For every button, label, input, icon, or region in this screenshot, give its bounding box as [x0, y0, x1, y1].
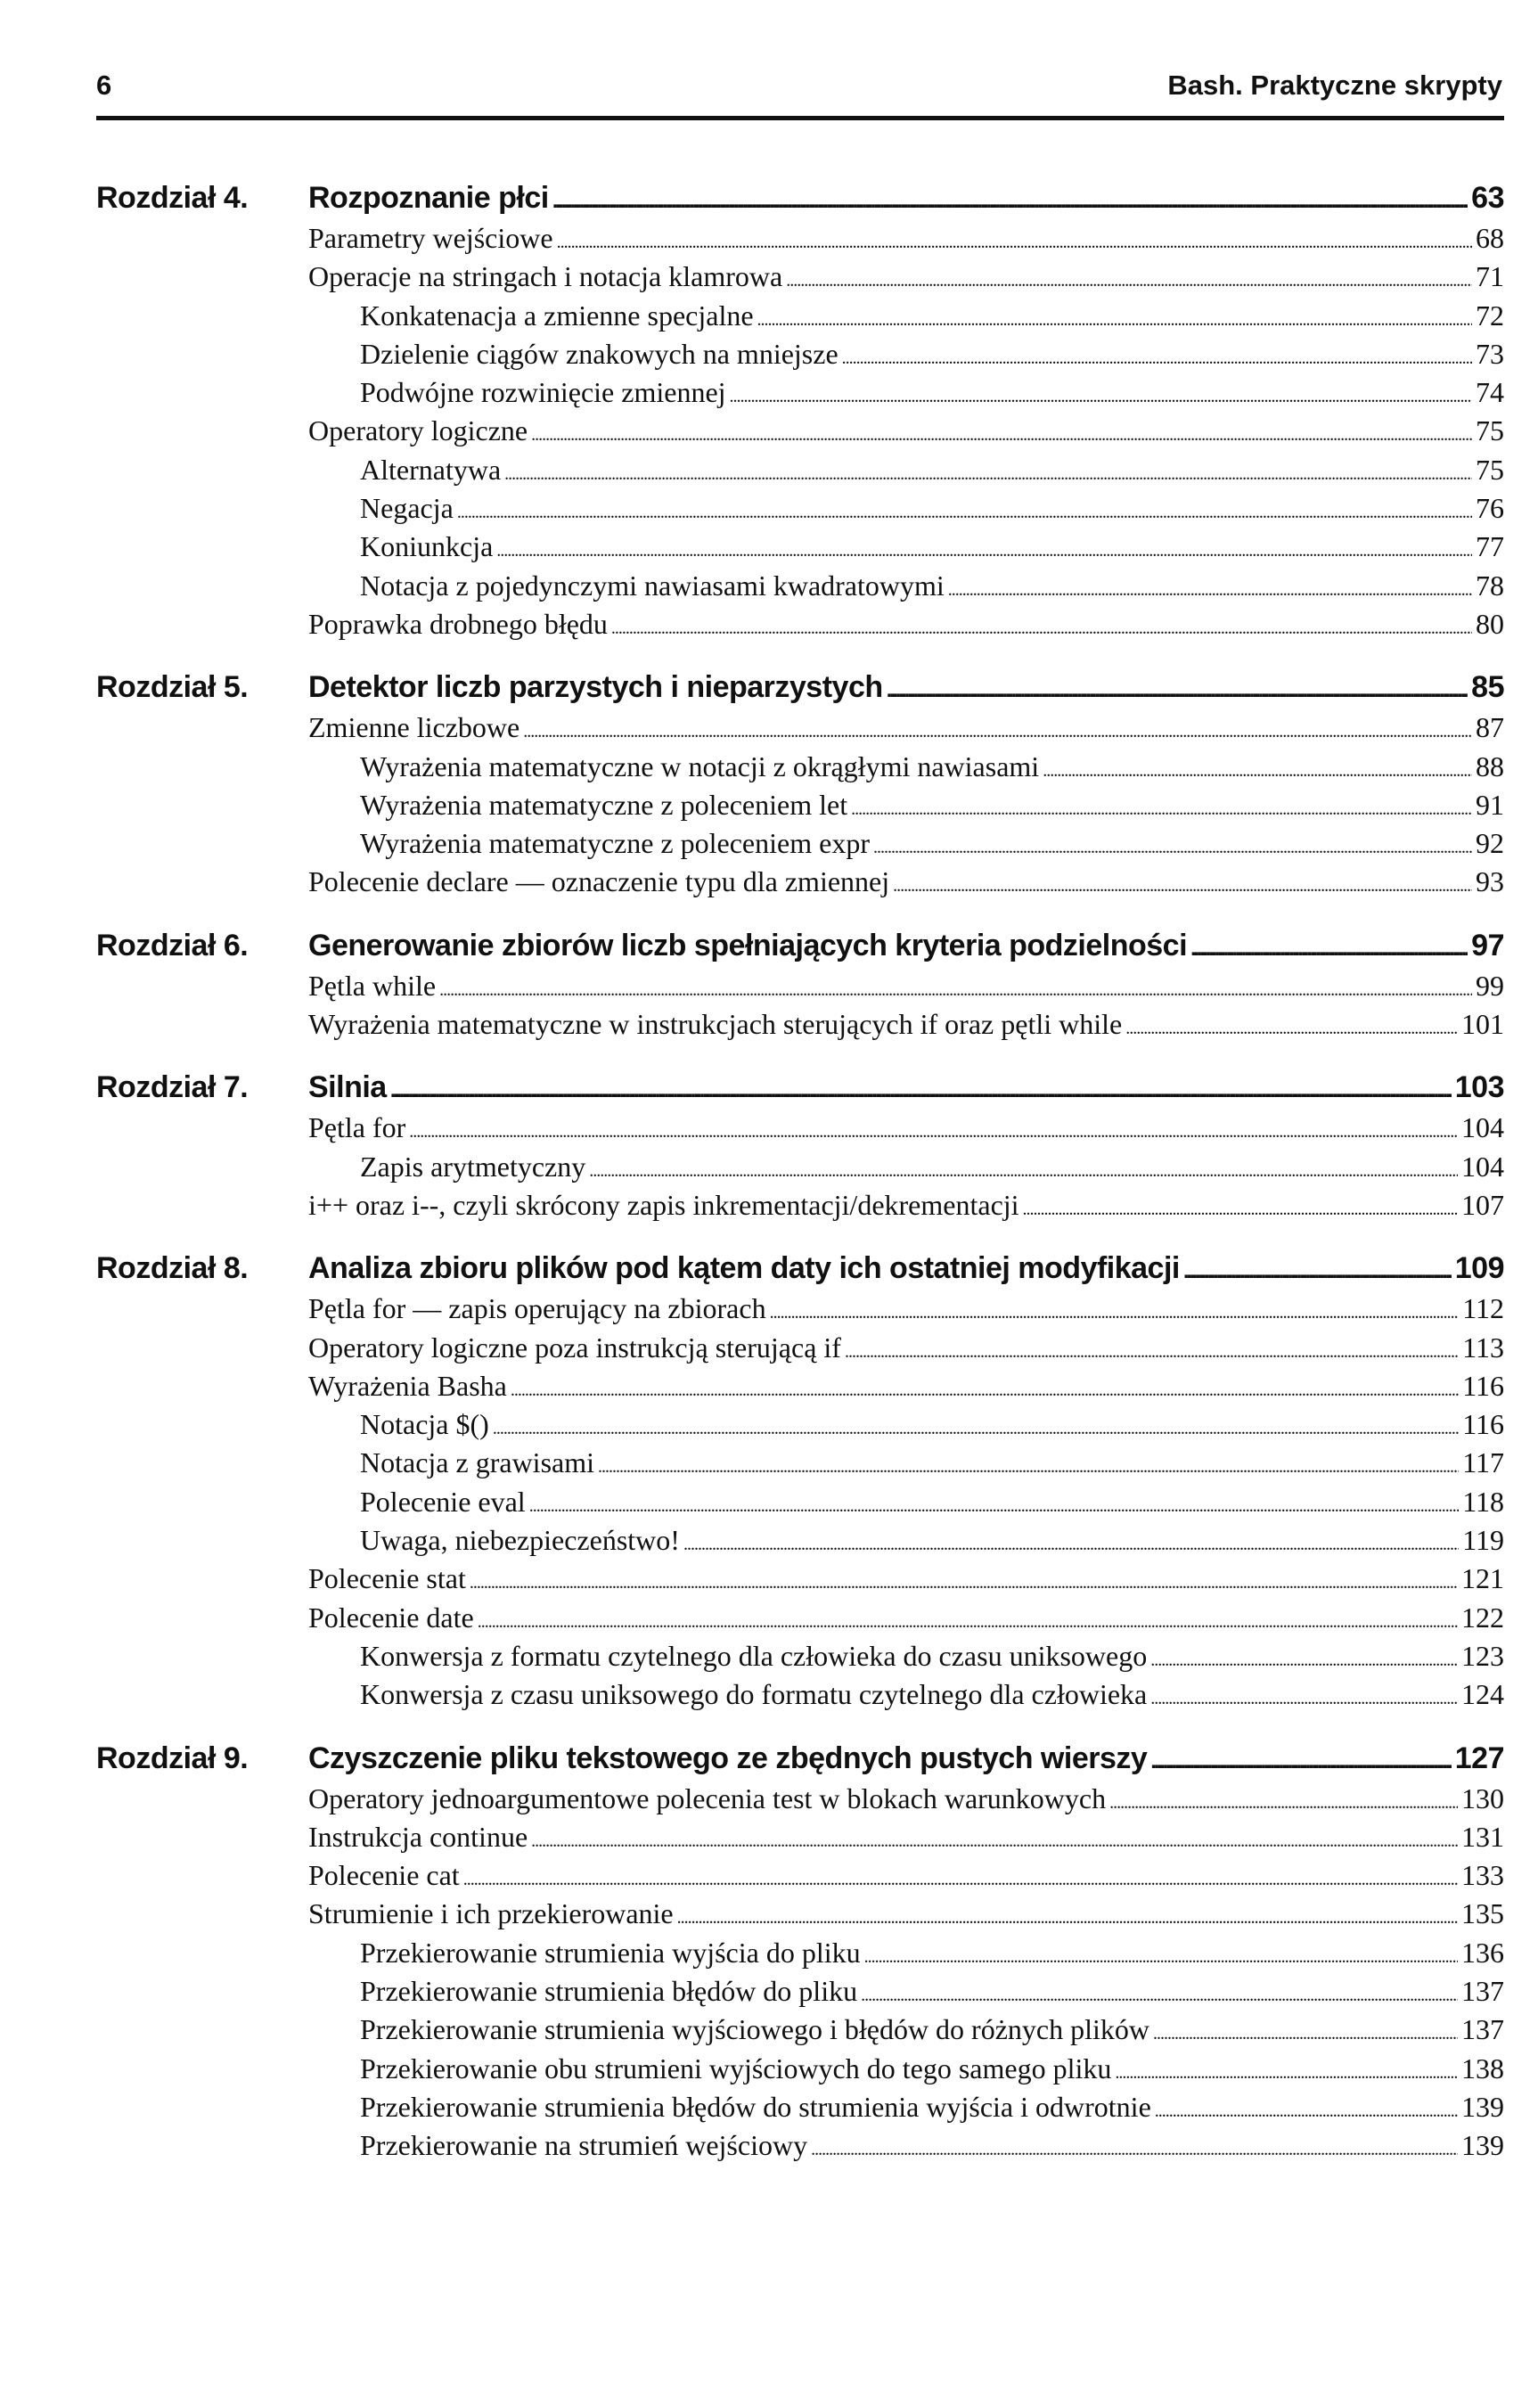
chapter-title: Generowanie zbiorów liczb spełniających kryteria podzielności	[308, 928, 1188, 962]
toc-entry[interactable]	[96, 1640, 1504, 1678]
entry-title: Negacja	[360, 492, 454, 525]
toc-entry[interactable]	[96, 376, 1504, 414]
toc-entry[interactable]	[96, 299, 1504, 338]
dot-leader	[531, 425, 1472, 446]
chapter-heading[interactable]	[96, 670, 1504, 711]
entry-title: Wyrażenia Basha	[308, 1369, 507, 1402]
toc-entry[interactable]	[96, 1562, 1504, 1601]
toc-entry[interactable]	[96, 1292, 1504, 1331]
entry-page: 139	[1461, 2090, 1504, 2123]
entry-page: 99	[1476, 969, 1504, 1002]
chapter-page: 97	[1471, 928, 1504, 962]
dot-leader	[851, 799, 1472, 820]
toc-entry[interactable]	[96, 750, 1504, 789]
chapter-heading[interactable]	[96, 181, 1504, 222]
toc-entry[interactable]	[96, 1975, 1504, 2013]
toc-entry[interactable]	[96, 1821, 1504, 1859]
entry-page: 137	[1461, 2013, 1504, 2046]
entry-title: Podwójne rozwinięcie zmiennej	[360, 376, 726, 409]
chapter-title: Czyszczenie pliku tekstowego ze zbędnych pustych wierszy	[308, 1740, 1148, 1775]
chapter-title: Analiza zbioru plików pod kątem daty ich ostatniej modyfikacji	[308, 1251, 1180, 1286]
entry-page: 68	[1476, 222, 1504, 254]
chapter-label: Rozdział 7.	[96, 1070, 249, 1105]
entry-title: Instrukcja continue	[308, 1820, 528, 1853]
entry-page: 78	[1476, 569, 1504, 602]
chapter-title: Silnia	[308, 1070, 387, 1105]
entry-title: Wyrażenia matematyczne z poleceniem expr	[360, 827, 870, 860]
entry-page: 131	[1461, 1820, 1504, 1853]
entry-page: 87	[1476, 711, 1504, 744]
entry-title: Wyrażenia matematyczne w notacji z okrągłymi nawiasami	[360, 749, 1040, 782]
entry-title: Polecenie stat	[308, 1562, 466, 1595]
entry-page: 75	[1476, 414, 1504, 447]
dot-leader	[1023, 1200, 1458, 1220]
toc-entry[interactable]	[96, 711, 1504, 749]
dot-leader	[873, 838, 1472, 858]
toc-entry[interactable]	[96, 789, 1504, 827]
dot-leader	[589, 1161, 1458, 1182]
entry-title: Przekierowanie na strumień wejściowy	[360, 2129, 808, 2162]
entry-page: 71	[1476, 260, 1504, 293]
chapter-title: Detektor liczb parzystych i nieparzystych	[308, 670, 883, 705]
toc-entry[interactable]	[96, 1370, 1504, 1408]
toc-entry[interactable]	[96, 1151, 1504, 1189]
header-rule	[96, 116, 1504, 120]
entry-title: Zapis arytmetyczny	[360, 1150, 586, 1183]
dot-leader	[1183, 1259, 1452, 1284]
entry-page: 116	[1462, 1408, 1504, 1441]
entry-title: Operatory logiczne	[308, 414, 528, 447]
dot-leader	[1190, 937, 1468, 962]
dot-leader	[730, 387, 1472, 407]
entry-page: 123	[1461, 1639, 1504, 1672]
toc-chapter	[96, 181, 1504, 646]
toc-entry[interactable]	[96, 1937, 1504, 1975]
entry-title: Konwersja z formatu czytelnego dla człowieka do czasu uniksowego	[360, 1639, 1148, 1672]
toc-entry[interactable]	[96, 569, 1504, 608]
entry-title: Dzielenie ciągów znakowych na mniejsze	[360, 337, 839, 370]
toc-entry[interactable]	[96, 260, 1504, 299]
entry-title: i++ oraz i--, czyli skrócony zapis inkrementacji/dekrementacji	[308, 1188, 1019, 1221]
entry-title: Alternatywa	[360, 453, 502, 486]
entry-title: Polecenie eval	[360, 1485, 526, 1518]
chapter-page: 103	[1454, 1070, 1504, 1105]
entry-page: 112	[1462, 1292, 1504, 1325]
dot-leader	[439, 980, 1472, 1001]
dot-leader	[683, 1535, 1459, 1555]
entry-page: 136	[1461, 1936, 1504, 1969]
dot-leader	[842, 348, 1472, 369]
dot-leader	[1125, 1019, 1458, 1039]
dot-leader	[677, 1908, 1458, 1929]
toc-entry[interactable]	[96, 414, 1504, 453]
entry-page: 107	[1461, 1188, 1504, 1221]
entry-title: Przekierowanie strumienia błędów do pliku	[360, 1974, 858, 2007]
dot-leader	[409, 1122, 1458, 1143]
entry-title: Poprawka drobnego błędu	[308, 607, 608, 640]
entry-title: Notacja z grawisami	[360, 1446, 594, 1479]
toc-entry[interactable]	[96, 1486, 1504, 1524]
entry-page: 74	[1476, 376, 1504, 409]
toc-entry[interactable]	[96, 1782, 1504, 1821]
entry-title: Polecenie declare — oznaczenie typu dla zmiennej	[308, 865, 890, 898]
entry-page: 113	[1462, 1331, 1504, 1364]
entry-title: Konwersja z czasu uniksowego do formatu czytelnego dla człowieka	[360, 1678, 1148, 1711]
toc-entry[interactable]	[96, 1331, 1504, 1370]
entry-page: 118	[1462, 1485, 1504, 1518]
dot-leader	[470, 1573, 1458, 1593]
dot-leader	[1150, 1689, 1458, 1709]
chapter-label: Rozdział 4.	[96, 181, 249, 215]
dot-leader	[493, 1419, 1459, 1439]
entry-page: 133	[1461, 1859, 1504, 1892]
chapter-page: 109	[1454, 1251, 1504, 1286]
entry-page: 73	[1476, 337, 1504, 370]
dot-leader	[1109, 1793, 1458, 1814]
toc-chapter	[96, 1741, 1504, 2168]
toc-entry[interactable]	[96, 1189, 1504, 1227]
chapter-label: Rozdział 6.	[96, 928, 249, 962]
dot-leader	[1043, 761, 1472, 782]
toc-entry[interactable]	[96, 970, 1504, 1008]
toc-entry[interactable]	[96, 2013, 1504, 2052]
entry-page: 93	[1476, 865, 1504, 898]
chapter-heading[interactable]	[96, 929, 1504, 970]
entry-page: 124	[1461, 1678, 1504, 1711]
entry-page: 76	[1476, 492, 1504, 525]
entry-title: Wyrażenia matematyczne z poleceniem let	[360, 788, 848, 821]
entry-title: Przekierowanie strumienia wyjściowego i błędów do różnych plików	[360, 2013, 1149, 2046]
dot-leader	[552, 189, 1468, 214]
dot-leader	[523, 722, 1472, 742]
toc-chapter	[96, 929, 1504, 1047]
toc-entry[interactable]	[96, 338, 1504, 376]
dot-leader	[1153, 2024, 1458, 2044]
book-title: Bash. Praktyczne skrypty	[1167, 70, 1502, 101]
toc-entry[interactable]	[96, 530, 1504, 569]
dot-leader	[504, 464, 1472, 485]
dot-leader	[811, 2140, 1458, 2160]
entry-page: 92	[1476, 827, 1504, 860]
entry-title: Konkatenacja a zmienne specjalne	[360, 299, 754, 332]
dot-leader	[893, 876, 1472, 897]
entry-title: Przekierowanie strumienia wyjścia do pliku	[360, 1936, 861, 1969]
entry-page: 88	[1476, 749, 1504, 782]
toc-entry[interactable]	[96, 1524, 1504, 1562]
table-of-contents	[96, 181, 1504, 2167]
dot-leader	[1155, 2101, 1458, 2122]
entry-title: Pętla for — zapis operujący na zbiorach	[308, 1292, 766, 1325]
dot-leader	[864, 1947, 1458, 1968]
entry-page: 75	[1476, 453, 1504, 486]
dot-leader	[390, 1078, 1452, 1103]
entry-page: 101	[1461, 1008, 1504, 1041]
dot-leader	[557, 233, 1472, 253]
dot-leader	[1150, 1749, 1451, 1774]
toc-chapter	[96, 670, 1504, 904]
entry-page: 137	[1461, 1974, 1504, 2007]
entry-page: 117	[1462, 1446, 1504, 1479]
entry-page: 122	[1461, 1601, 1504, 1634]
toc-entry[interactable]	[96, 1008, 1504, 1046]
dot-leader	[496, 541, 1472, 561]
chapter-label: Rozdział 8.	[96, 1251, 249, 1286]
dot-leader	[757, 310, 1472, 331]
dot-leader	[598, 1457, 1459, 1478]
entry-title: Przekierowanie strumienia błędów do strumienia wyjścia i odwrotnie	[360, 2090, 1151, 2123]
entry-page: 130	[1461, 1781, 1504, 1814]
dot-leader	[845, 1342, 1459, 1363]
toc-entry[interactable]	[96, 2091, 1504, 2129]
dot-leader	[887, 678, 1468, 703]
entry-title: Notacja z pojedynczymi nawiasami kwadratowymi	[360, 569, 945, 602]
chapter-label: Rozdział 9.	[96, 1740, 249, 1775]
toc-entry[interactable]	[96, 492, 1504, 530]
entry-title: Notacja $()	[360, 1408, 489, 1441]
dot-leader	[948, 580, 1472, 601]
chapter-heading[interactable]	[96, 1070, 1504, 1111]
chapter-page: 85	[1471, 670, 1504, 705]
entry-page: 104	[1461, 1150, 1504, 1183]
toc-entry[interactable]	[96, 827, 1504, 865]
entry-title: Operacje na stringach i notacja klamrowa	[308, 260, 783, 293]
entry-title: Polecenie cat	[308, 1859, 460, 1892]
toc-entry[interactable]	[96, 608, 1504, 646]
dot-leader	[611, 618, 1472, 639]
chapter-heading[interactable]	[96, 1251, 1504, 1292]
entry-page: 91	[1476, 788, 1504, 821]
entry-page: 135	[1461, 1897, 1504, 1930]
toc-entry[interactable]	[96, 1897, 1504, 1936]
toc-chapter	[96, 1070, 1504, 1227]
dot-leader	[770, 1303, 1460, 1323]
running-header	[96, 70, 1502, 114]
entry-page: 139	[1461, 2129, 1504, 2162]
entry-title: Polecenie date	[308, 1601, 474, 1634]
entry-page: 116	[1462, 1369, 1504, 1402]
entry-page: 72	[1476, 299, 1504, 332]
entry-title: Wyrażenia matematyczne w instrukcjach sterujących if oraz pętli while	[308, 1008, 1123, 1041]
entry-title: Przekierowanie obu strumieni wyjściowych do tego samego pliku	[360, 2052, 1112, 2084]
chapter-page: 63	[1471, 181, 1504, 215]
entry-page: 80	[1476, 607, 1504, 640]
entry-title: Zmienne liczbowe	[308, 711, 520, 744]
chapter-page: 127	[1454, 1740, 1504, 1775]
dot-leader	[529, 1496, 1460, 1517]
toc-entry[interactable]	[96, 1408, 1504, 1446]
toc-chapter	[96, 1251, 1504, 1716]
dot-leader	[786, 271, 1472, 291]
dot-leader	[457, 503, 1472, 523]
dot-leader	[511, 1380, 1459, 1401]
dot-leader	[1150, 1650, 1458, 1671]
chapter-label: Rozdział 5.	[96, 670, 249, 705]
toc-entry[interactable]	[96, 454, 1504, 492]
chapter-title: Rozpoznanie płci	[308, 181, 549, 215]
toc-entry[interactable]	[96, 2129, 1504, 2167]
toc-entry[interactable]	[96, 1446, 1504, 1485]
entry-title: Operatory jednoargumentowe polecenia test w blokach warunkowych	[308, 1781, 1107, 1814]
entry-title: Strumienie i ich przekierowanie	[308, 1897, 674, 1930]
entry-title: Operatory logiczne poza instrukcją sterującą if	[308, 1331, 841, 1364]
toc-entry[interactable]	[96, 1601, 1504, 1640]
toc-entry[interactable]	[96, 1678, 1504, 1716]
entry-title: Pętla while	[308, 969, 437, 1002]
toc-entry[interactable]	[96, 222, 1504, 260]
toc-entry[interactable]	[96, 2052, 1504, 2091]
dot-leader	[478, 1612, 1458, 1633]
toc-entry[interactable]	[96, 1111, 1504, 1150]
entry-page: 104	[1461, 1111, 1504, 1144]
page-number: 6	[96, 70, 112, 101]
toc-entry[interactable]	[96, 865, 1504, 904]
entry-page: 119	[1462, 1524, 1504, 1557]
entry-page: 138	[1461, 2052, 1504, 2084]
chapter-heading[interactable]	[96, 1741, 1504, 1782]
dot-leader	[463, 1870, 1458, 1890]
dot-leader	[861, 1986, 1458, 2006]
toc-entry[interactable]	[96, 1859, 1504, 1897]
entry-title: Koniunkcja	[360, 530, 494, 563]
entry-page: 77	[1476, 530, 1504, 563]
entry-title: Pętla for	[308, 1111, 406, 1144]
entry-title: Parametry wejściowe	[308, 222, 553, 254]
dot-leader	[1115, 2063, 1458, 2084]
dot-leader	[531, 1831, 1458, 1852]
entry-page: 121	[1461, 1562, 1504, 1595]
entry-title: Uwaga, niebezpieczeństwo!	[360, 1524, 680, 1557]
